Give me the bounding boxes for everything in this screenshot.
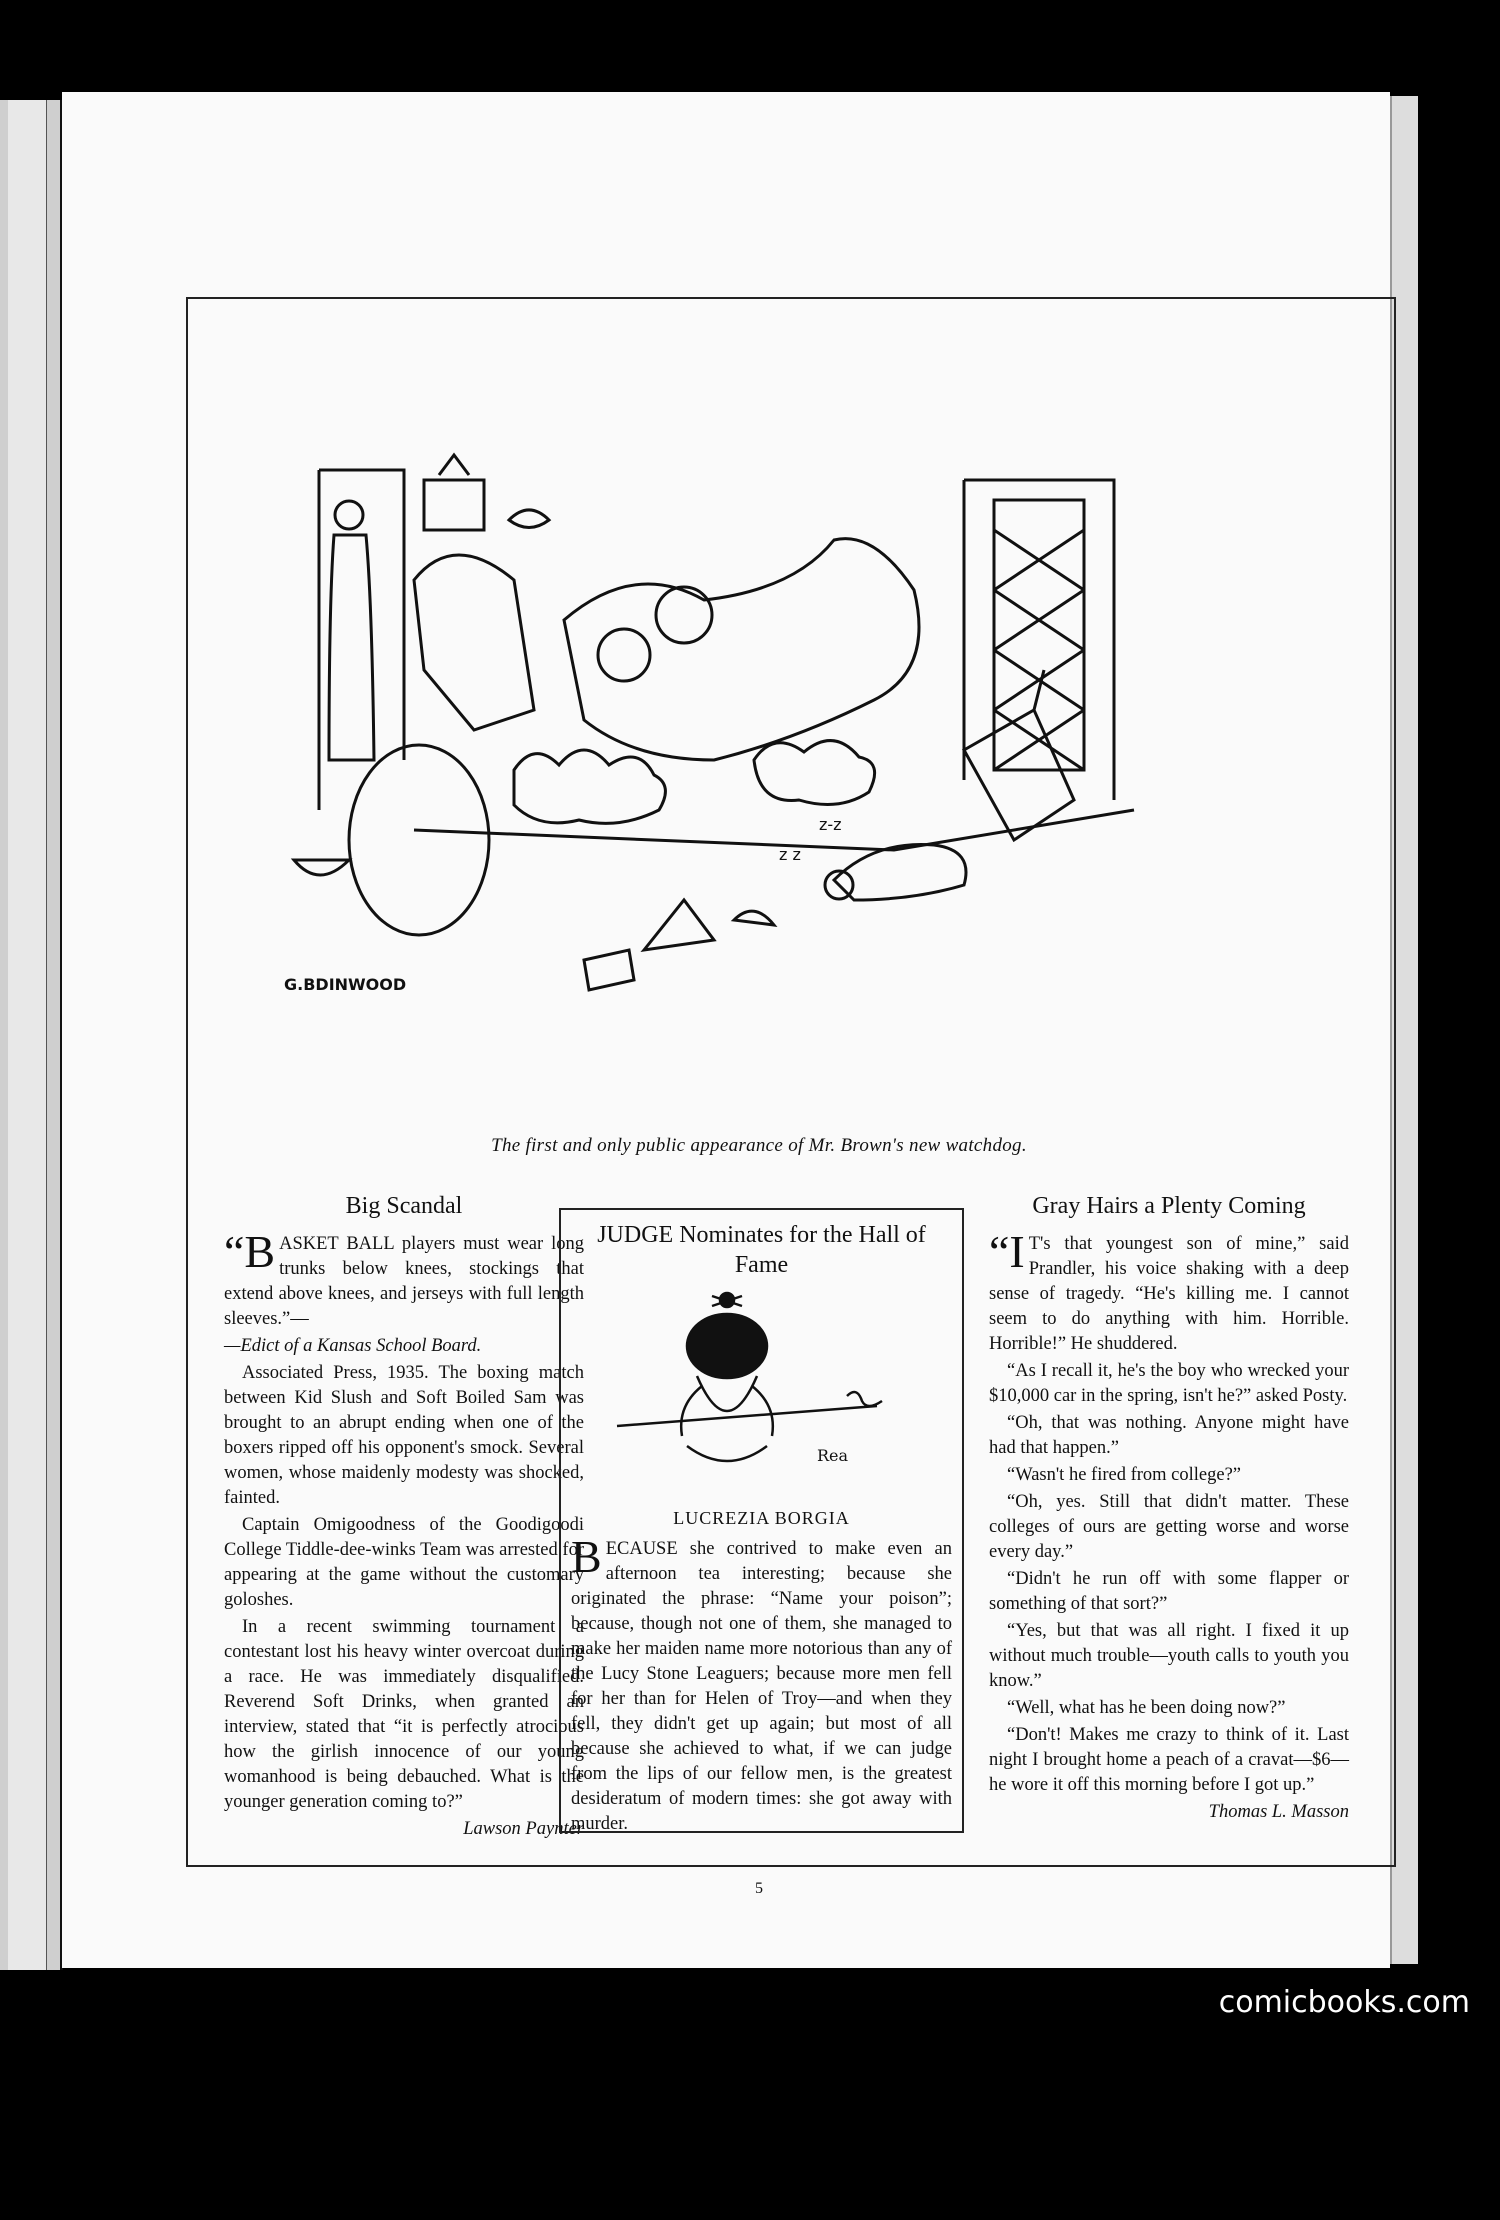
article-paragraph: “Don't! Makes me crazy to think of it. Last night I brought home a peach of a cravat—$6—he wore it off this morning before I got up.” — [989, 1725, 1349, 1795]
article-source: —Edict of a Kansas School Board. — [224, 1336, 482, 1356]
drop-cap: “B — [224, 1226, 276, 1277]
article-paragraph: “Didn't he run off with some flapper or something of that sort?” — [989, 1569, 1349, 1614]
portrait-signature: Rea — [816, 1446, 848, 1465]
article-paragraph: “Oh, yes. Still that didn't matter. These colleges of ours are getting worse and worse every day.” — [989, 1492, 1349, 1562]
article-gray-hairs — [989, 1190, 1349, 1827]
artist-signature: G.BDINWOOD — [284, 975, 407, 994]
left-page-edge — [0, 100, 63, 1970]
box-subject: LUCREZIA BORGIA — [673, 1508, 850, 1528]
article-paragraph: In a recent swimming tournament a contestant lost his heavy winter overcoat during a race. He was immediately disqualified. Reverend Soft Drinks, when granted an interview, stated that “it is perfectly atrocious how the girlish innocence of our young womanhood is being debauched. What is the younger generation coming to?” — [224, 1617, 584, 1812]
article-paragraph: “I T's that youngest son of mine,” said Prandler, his voice shaking with a deep sense of tragedy. “He's killing me. I cannot seem to do anything with him. Horrible. Horrible!” He shuddered. — [989, 1226, 1349, 1354]
page-number: 5 — [755, 1880, 763, 1897]
article-paragraph: “Wasn't he fired from college?” — [1007, 1465, 1242, 1485]
watermark: comicbooks.com — [1218, 1985, 1470, 2020]
article-author: Lawson Paynter — [463, 1819, 584, 1839]
svg-text:z z: z z — [779, 845, 801, 864]
article-paragraph: “Oh, that was nothing. Anyone might have had that happen.” — [989, 1413, 1349, 1458]
hall-of-fame-box — [559, 1208, 964, 1833]
box-title: JUDGE Nominates for the Hall of Fame — [597, 1222, 926, 1278]
article-title: Big Scandal — [345, 1193, 463, 1219]
article-paragraph: Associated Press, 1935. The boxing match between Kid Slush and Soft Boiled Sam was brought to an abrupt ending when one of the boxers ripped off his opponent's smock. Several women, whose maidenly modesty was shocked, fainted. — [224, 1363, 584, 1508]
article-author: Thomas L. Masson — [1208, 1802, 1349, 1822]
article-paragraph: Captain Omigoodness of the Goodigoodi College Tiddle-dee-winks Team was arrested for appearing at the game without the customary goloshes. — [224, 1515, 584, 1610]
lucrezia-borgia-portrait — [597, 1286, 927, 1496]
article-paragraph: “Well, what has he been doing now?” — [1007, 1698, 1286, 1718]
article-title: Gray Hairs a Plenty Coming — [1032, 1193, 1306, 1219]
cartoon-illustration — [274, 340, 1214, 1100]
article-paragraph: “BASKET BALL players must wear long trunks below knees, stockings that extend above knees, and jerseys with full length sleeves.”— — [224, 1226, 584, 1329]
article-paragraph: “Yes, but that was all right. I fixed it up without much trouble—youth calls to youth you know.” — [989, 1621, 1349, 1691]
drop-cap: “I — [989, 1226, 1025, 1277]
drop-cap: B — [571, 1531, 602, 1582]
svg-text:z-z: z-z — [819, 815, 842, 834]
article-paragraph: “As I recall it, he's the boy who wrecked your $10,000 car in the spring, isn't he?” asked Posty. — [989, 1361, 1349, 1406]
illustration-caption: The first and only public appearance of Mr. Brown's new watchdog. — [491, 1135, 1027, 1156]
page-content — [124, 195, 1394, 2220]
box-paragraph: BECAUSE she contrived to make even an afternoon tea interesting; because she originated the phrase: “Name your poison”; because, though not one of them, she managed to make her maiden name more notorious than any of the Lucy Stone Leaguers; because more men fell for her than for Helen of Troy—and when they fell, they didn't get up again; but most of all because she achieved to what, if we can judge from the lips of our fellow men, is the greatest desideratum of modern times: she got away with murder. — [571, 1531, 952, 1834]
article-big-scandal — [224, 1190, 584, 1844]
